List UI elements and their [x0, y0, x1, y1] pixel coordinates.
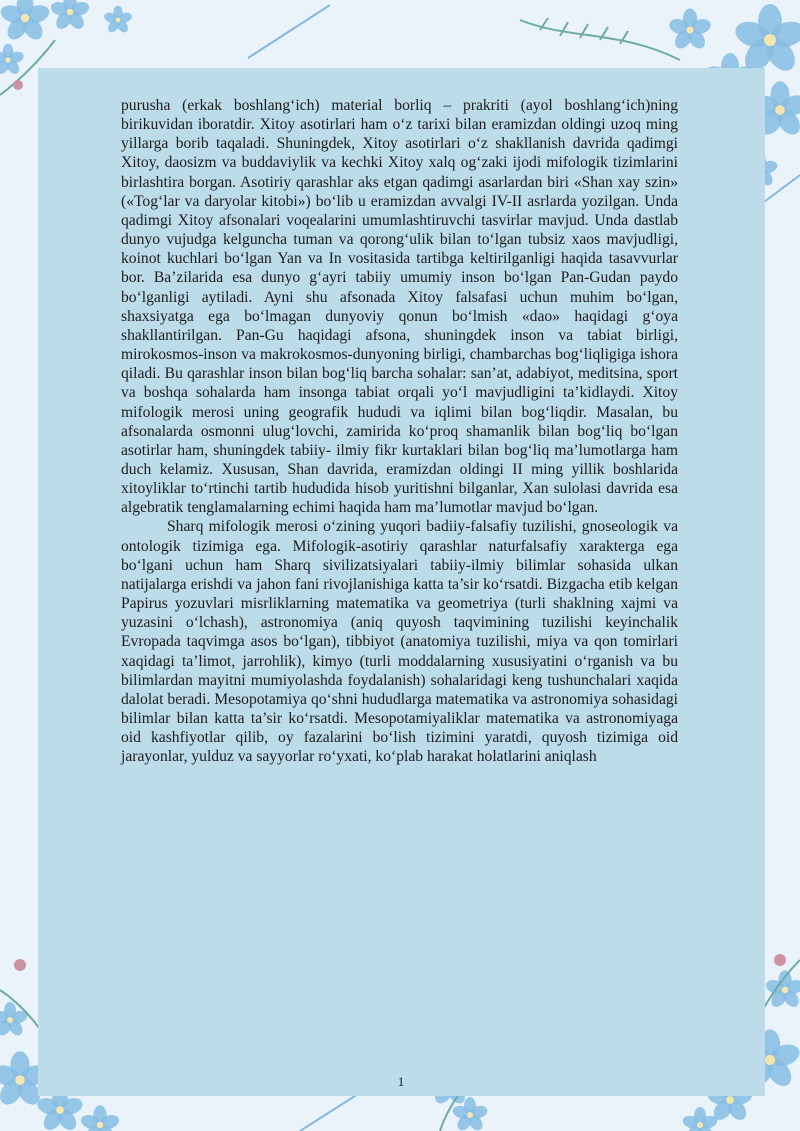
page-number: 1 — [397, 1074, 405, 1089]
page-body — [121, 96, 678, 766]
paragraph-1: purusha (erkak boshlang‘ich) material borliq – prakriti (ayol boshlang‘ich)ning birikuvidan iboratdir. Xitoy asotirlari ham o‘z tarixi bilan eramizdan oldingi uzoq ming yillarga borib taqaladi. Shuningdek, Xitoy asotirlari o‘z shakllanish davrida qadimgi Xitoy, daosizm va buddaviylik va kechki Xitoy xalq og‘zaki ijodi mifologik tizimlarini birlashtira borgan. Asotiriy qarashlar aks etgan qadimgi asarlardan biri «Shan xay szin» («Tog‘lar va daryolar kitobi») bo‘lib u eramizdan avvalgi IV-II asrlarda yozilgan. Unda qadimgi Xitoy afsonalari voqealarini umumlashtiruvchi tasvirlar mavjud. Unda dastlab dunyo vujudga kelguncha tuman va qorong‘ulik bilan to‘lgan tubsiz xaos mavjudligi, koinot kuchlari bo‘lgan Yan va In vositasida tartibga keltirilganligi haqida tasavvurlar bor. Ba’zilarida esa dunyo g‘ayri tabiiy umumiy inson bo‘lgan Pan-Gudan paydo bo‘lganligi aytiladi. Ayni shu afsonada Xitoy falsafasi uchun muhim bo‘lgan, shaxsiyatga ega bo‘lmagan dunyoviy qonun bo‘lmish «dao» haqidagi g‘oya shakllantirilgan. Pan-Gu haqidagi afsona, shuningdek inson va tabiat birligi, mirokosmos-inson va makrokosmos-dunyoning birligi, chambarchas bog‘liqligiga ishora qiladi. Bu qarashlar inson bilan bog‘liq barcha sohalar: san’at, adabiyot, meditsina, sport va boshqa sohalarda ham insonga tabiat orqali yo‘l mavjudligini ta’kidlaydi. Xitoy mifologik merosi uning geografik hududi va iqlimi bilan bog‘liqdir. Masalan, bu afsonalarda osmonni ulug‘lovchi, zamirida ko‘proq shamanlik bilan bog‘liq bo‘lgan asotirlar ham, shuningdek tabiiy- ilmiy fikr kurtaklari bilan bog‘liq ma’lumotlarga ham duch kelamiz. Xususan, Shan davrida, eramizdan oldingi II ming yillik boshlarida xitoyliklar to‘rtinchi tartib hududida hisob yuritishni bilganlar, Xan sulolasi davrida esa algebratik tenglamalarning echimi haqida ham ma’lumotlar mavjud bo‘lgan. — [121, 97, 678, 517]
paragraph-2: Sharq mifologik merosi o‘zining yuqori badiiy-falsafiy tuzilishi, gnoseologik va ontologik tizimiga ega. Mifologik-asotiriy qarashlar naturfalsafiy xarakterga ega bo‘lgani uchun ham Sharq sivilizatsiyalari tabiiy-ilmiy bilimlar sohasida ulkan natijalarga erishdi va jahon fani rivojlanishiga katta ta’sir ko‘rsatdi. Bizgacha etib kelgan Papirus yozuvlari misrliklarning matematika va geometriya (turli shaklning xajmi va yuzasini o‘lchash), astronomiya (aniq quyosh taqvimining tuzilishi keyinchalik Evropada taqvimga asos bo‘lgan), tibbiyot (anatomiya tuzilishi, miya va qon tomirlari xaqidagi ta’limot, jarrohlik), kimyo (turli moddalarning xususiyatini o‘rganish va bu bilimlardan mayitni mumiyolashda foydalanish) sohalaridagi keng tushunchalari xaqida dalolat beradi. Mesopotamiya qo‘shni hududlarga matematika va astronomiya sohasidagi bilimlar bilan katta ta’sir ko‘rsatdi. Mesopotamiyaliklar matematika va astronomiyaga oid kashfiyotlar qilib, oy fazalarini bo‘lish tizimini yaratdi, quyosh tizimiga oid jarayonlar, yulduz va sayyorlar ro‘yxati, ko‘plab harakat holatlarini aniqlash — [121, 518, 678, 766]
